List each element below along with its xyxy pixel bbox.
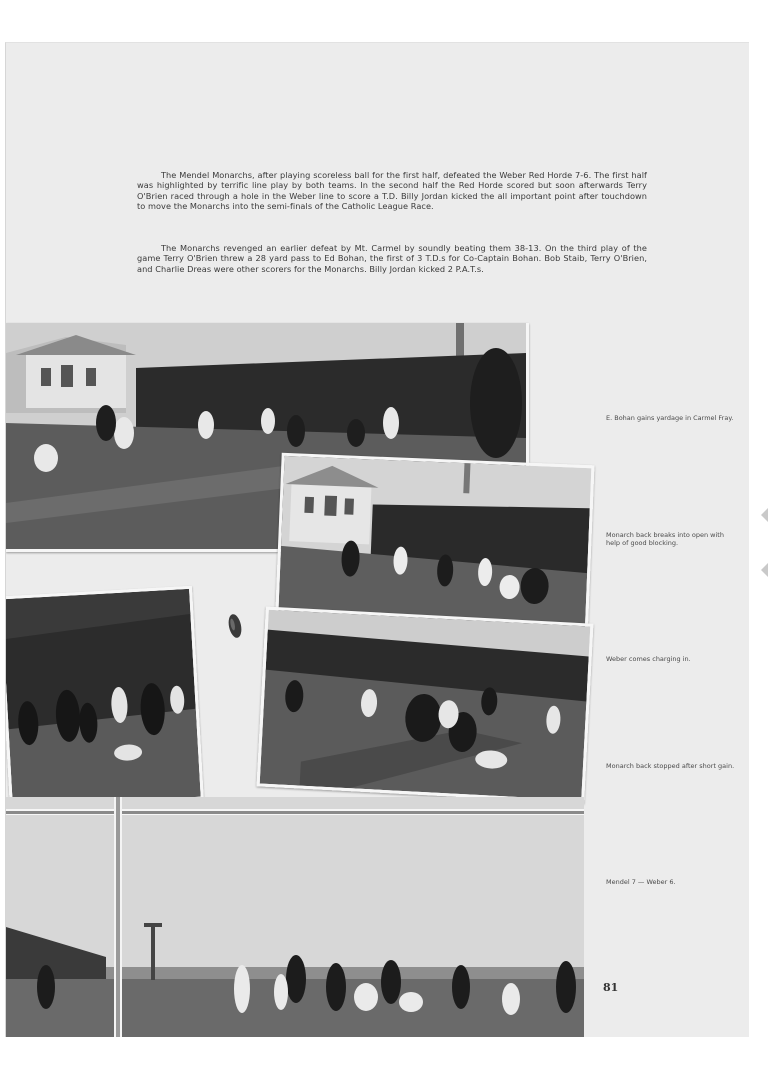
photo-weber-charging bbox=[5, 586, 204, 810]
photo-monarch-back-stopped bbox=[257, 607, 594, 804]
yearbook-page bbox=[5, 42, 749, 1037]
page-edge-tab bbox=[761, 508, 768, 522]
page-edge-tab bbox=[761, 563, 768, 577]
article-paragraph-1: The Mendel Monarchs, after playing scoreless ball for the first half, defeated the Weber Red Horde 7-6. The first half was highlighted by terrific line play by both teams. In the second half the Red Horde scored but soon afterwards Terry O'Brien raced through a hole in the Weber line to score a T.D. Billy Jordan kicked the all important point after touchdown to move the Monarchs into the semi-finals of the Catholic League Race. bbox=[137, 170, 647, 211]
football-icon bbox=[228, 613, 242, 639]
article-paragraph-2: The Monarchs revenged an earlier defeat by Mt. Carmel by soundly beating them 38-13. On the third play of the game Terry O'Brien threw a 28 yard pass to Ed Bohan, the first of 3 T.D.s for Co-Captain Bohan. Bob Staib, Terry O'Brien, and Charlie Dreas were other scorers for the Monarchs. Billy Jordan kicked 2 P.A.T.s. bbox=[137, 243, 647, 274]
page-number: 81 bbox=[603, 981, 619, 994]
caption-breaks-open: Monarch back breaks into open with help of good blocking. bbox=[606, 531, 724, 547]
caption-bohan: E. Bohan gains yardage in Carmel Fray. bbox=[606, 414, 734, 422]
caption-score: Mendel 7 — Weber 6. bbox=[606, 878, 676, 886]
caption-stopped: Monarch back stopped after short gain. bbox=[606, 762, 735, 770]
caption-weber-charging: Weber comes charging in. bbox=[606, 655, 691, 663]
photo-mendel-weber-goalpost bbox=[6, 797, 584, 1037]
